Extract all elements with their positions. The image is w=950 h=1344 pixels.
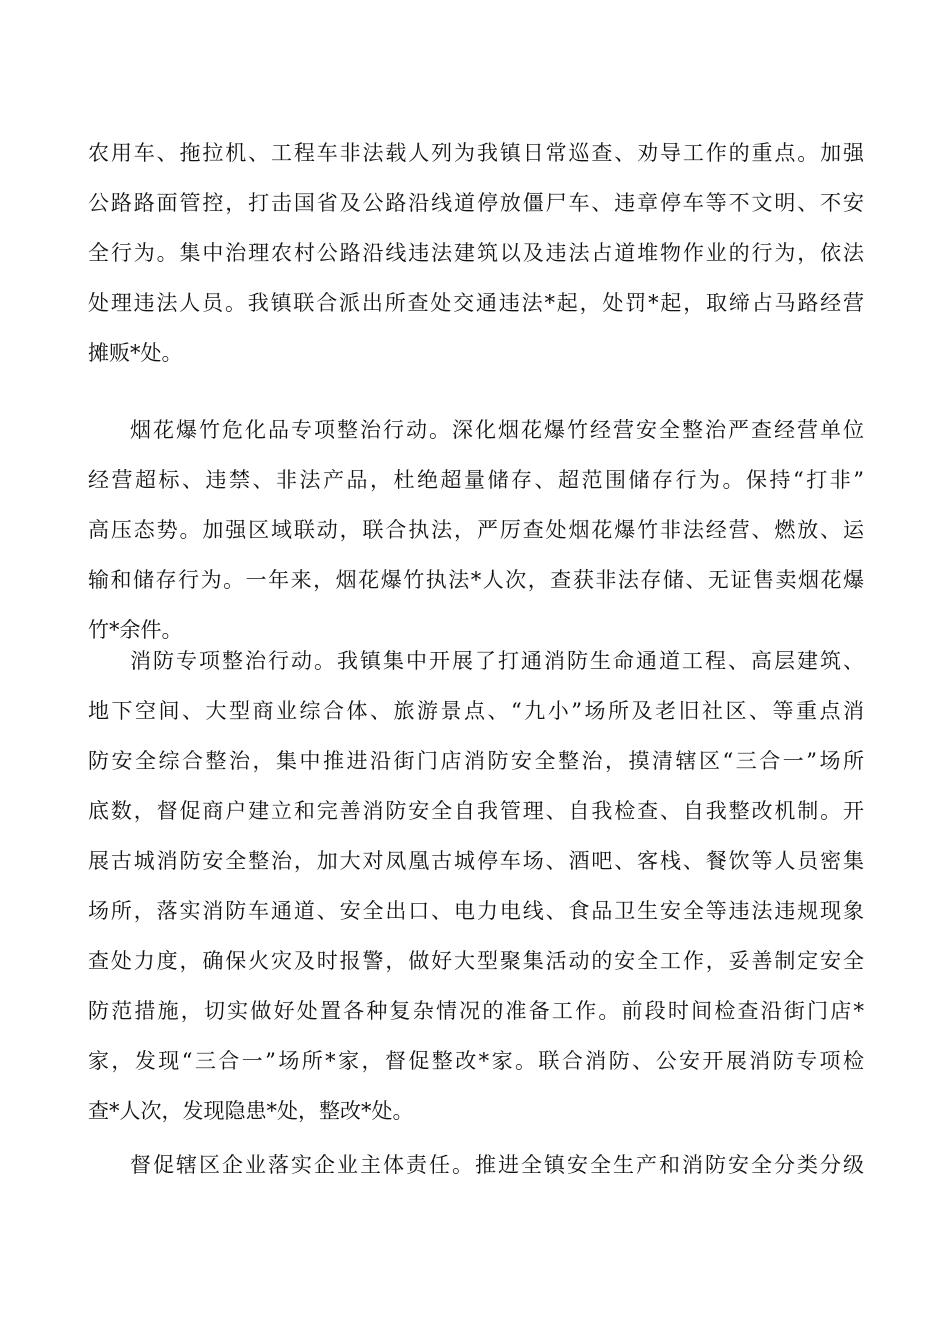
text-line: 底数，督促商户建立和完善消防安全自我管理、自我检查、自我整改机制。开 [88,799,864,823]
text-line: 农用车、拖拉机、工程车非法载人列为我镇日常巡查、劝导工作的重点。加强 [88,141,864,165]
text-line: 场所，落实消防车通道、安全出口、电力电线、食品卫生安全等违法违规现象 [88,899,864,923]
text-line: 处理违法人员。我镇联合派出所查处交通违法*起，处罚*起，取缔占马路经营 [88,291,864,315]
text-line: 地下空间、大型商业综合体、旅游景点、“九小”场所及老旧社区、等重点消 [88,699,864,723]
text-line: 公路路面管控，打击国省及公路沿线道停放僵尸车、违章停车等不文明、不安 [88,191,864,215]
text-line: 防范措施，切实做好处置各种复杂情况的准备工作。前段时间检查沿街门店* [88,999,864,1023]
paragraph-fire-safety [88,636,864,1136]
text-line: 经营超标、违禁、非法产品，杜绝超量储存、超范围储存行为。保持“打非” [88,468,864,492]
text-line: 高压态势。加强区域联动，联合执法，严厉查处烟花爆竹非法经营、燃放、运 [88,518,864,542]
text-line: 烟花爆竹危化品专项整治行动。深化烟花爆竹经营安全整治严查经营单位 [130,418,864,442]
text-line: 家，发现“三合一”场所*家，督促整改*家。联合消防、公安开展消防专项检 [88,1049,864,1073]
text-line: 输和储存行为。一年来，烟花爆竹执法*人次，查获非法存储、无证售卖烟花爆 [88,568,864,592]
text-line: 查*人次，发现隐患*处，整改*处。 [88,1099,414,1123]
text-line: 展古城消防安全整治，加大对凤凰古城停车场、酒吧、客栈、餐饮等人员密集 [88,849,864,873]
paragraph-fireworks [88,405,864,655]
text-line: 竹*余件。 [88,618,183,642]
text-line: 摊贩*处。 [88,341,183,365]
text-line: 督促辖区企业落实企业主体责任。推进全镇安全生产和消防安全分类分级 [130,1153,864,1177]
text-line: 全行为。集中治理农村公路沿线违法建筑以及违法占道堆物作业的行为，依法 [88,241,864,265]
paragraph-traffic-continuation [88,128,864,378]
text-line: 防安全综合整治，集中推进沿街门店消防安全整治，摸清辖区“三合一”场所 [88,749,864,773]
text-line: 消防专项整治行动。我镇集中开展了打通消防生命通道工程、高层建筑、 [130,649,864,673]
paragraph-enterprise-responsibility [88,1140,864,1190]
text-line: 查处力度，确保火灾及时报警，做好大型聚集活动的安全工作，妥善制定安全 [88,949,864,973]
